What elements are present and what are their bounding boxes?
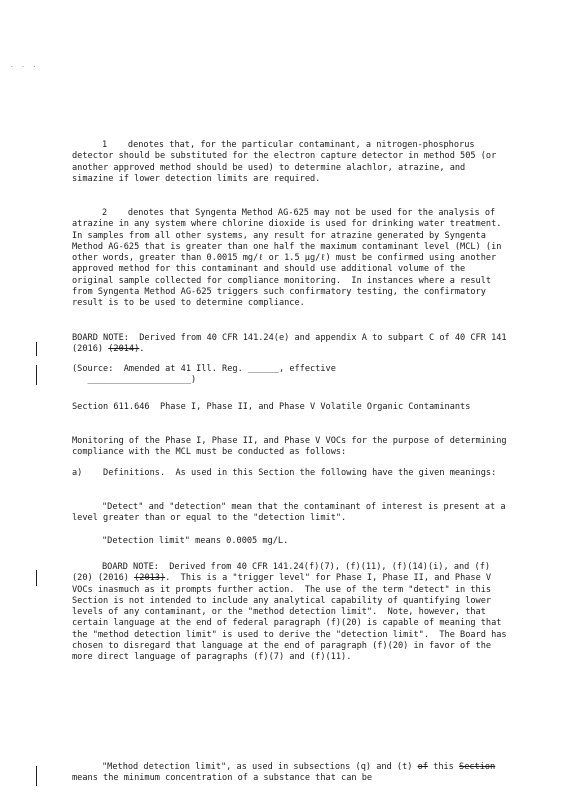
revision-bar (36, 570, 37, 586)
board-note-2: BOARD NOTE: Derived from 40 CFR 141.24(f)(7), (f)(11), (f)(14)(i), and (f)(20) (2016) (2013). This is a "trigger level" for Phase I, Phase II, and Phase V VOCs inasmuch as it prompts further action. The use of the term "detect" in this Section is not intended to include any analytical capability of quantifying lower levels of any contaminant, or the "method detection limit". Note, however, that certain language at the end of federal paragraph (f)(20) is capable of meaning that the "method detection limit" is used to derive the "detection limit". The Board has chosen to disregard that language at the end of paragraph (f)(20) in favor of the more direct language of paragraphs (f)(7) and (f)(11). (72, 562, 512, 663)
subsection-a: a) Definitions. As used in this Section the following have the given meanings: (72, 468, 497, 478)
note-1-marker: 1 (102, 140, 108, 150)
section-heading: Section 611.646 Phase I, Phase II, and Phase V Volatile Organic Contaminants (72, 402, 471, 412)
revision-bar (36, 365, 37, 385)
intro-paragraph: Monitoring of the Phase I, Phase II, and Phase V VOCs for the purpose of determining compliance with the MCL must be conducted as follows: (72, 436, 512, 458)
note-1-text: denotes that, for the particular contaminant, a nitrogen-phosphorus detector should be substituted for the electron capture detector in method 505 (or another approved method should be used) to determine alachlor, atrazine, and simazine if lower detection limits are required. (72, 140, 502, 184)
note-2 (72, 208, 512, 310)
reg-page-blank: ______ (247, 364, 279, 374)
revision-bar (36, 766, 37, 786)
scan-mark: . . . (10, 62, 39, 69)
note-2-text: denotes that Syngenta Method AG-625 may not be used for the analysis of atrazine in any system where chlorine dioxide is used for drinking water treatment. In samples from all other systems, any result for atrazine generated by Syngenta Method AG-625 that is greater than one half the maximum contaminant level (MCL) (in other words, greater than 0.0015 mg/ℓ or 1.5 μg/ℓ) must be confirmed using another approved method for this contaminant and should use additional volume of the original sample collected for compliance monitoring. In instances where a result from Syngenta Method AG-625 triggers such confirmatory testing, the confirmatory result is to be used to determine compliance. (72, 208, 512, 309)
effective-date-blank: ____________________ (87, 375, 192, 386)
struck-year: (2013) (134, 573, 166, 584)
definition-detect: "Detect" and "detection" mean that the contaminant of interest is present at a level greater than or equal to the "detection limit". (72, 502, 511, 524)
source-note: (Source: Amended at 41 Ill. Reg. ______, effective ____________________) (72, 364, 336, 386)
revision-bar (36, 342, 37, 356)
board-note-1: BOARD NOTE: Derived from 40 CFR 141.24(e) and appendix A to subpart C of 40 CFR 141 (2016) (2014). (72, 333, 512, 355)
definition-detection-limit: "Detection limit" means 0.0005 mg/L. (102, 536, 289, 546)
definition-method-detection-limit: "Method detection limit", as used in subsections (q) and (t) of this Section means the minimum concentration of a substance that can be (72, 762, 501, 784)
struck-year: (2014) (108, 344, 140, 355)
note-2-marker: 2 (102, 208, 108, 218)
note-1 (72, 140, 508, 185)
